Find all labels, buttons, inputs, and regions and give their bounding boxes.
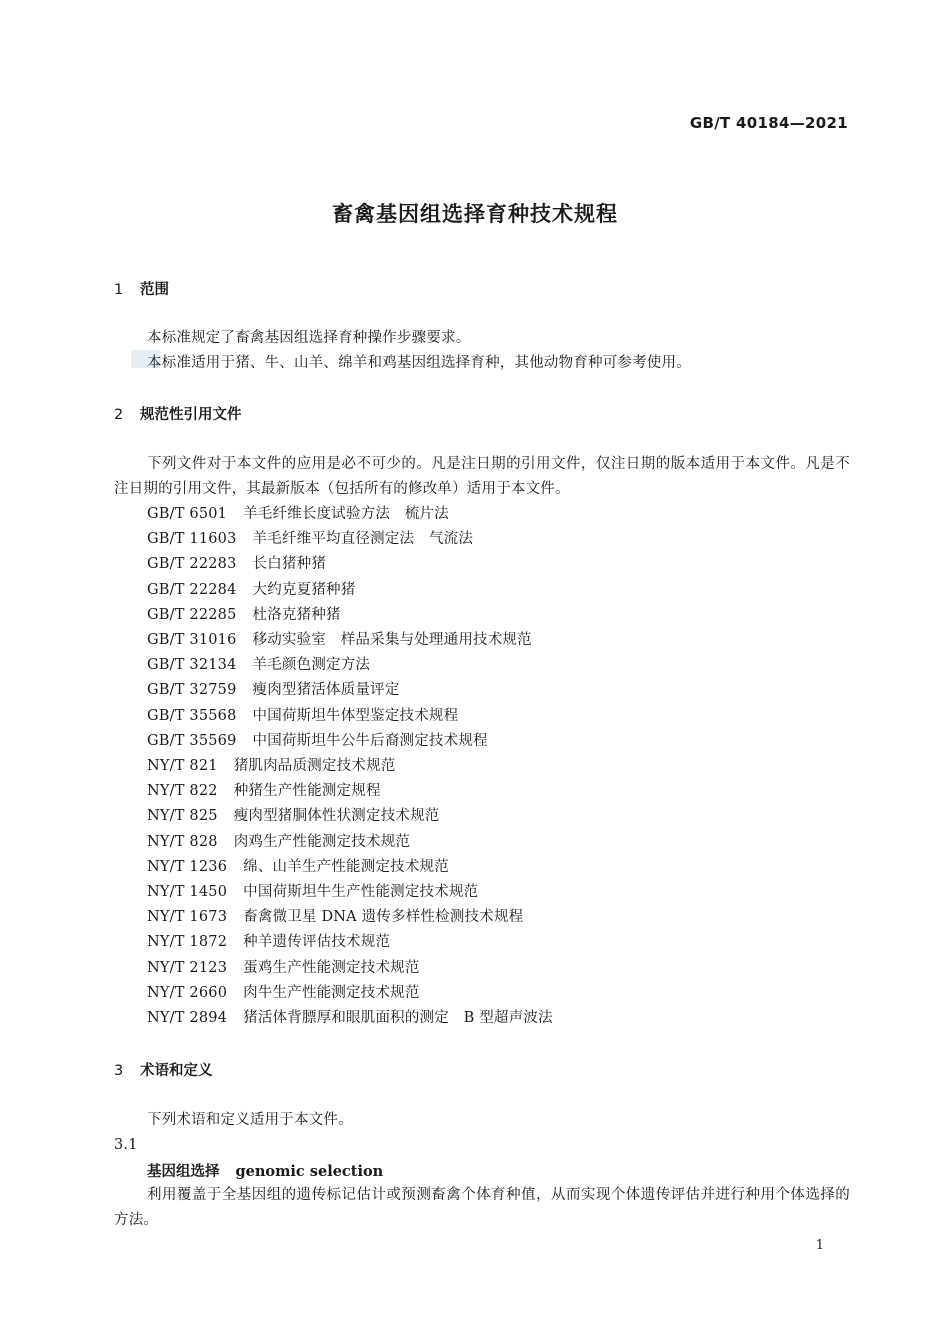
reference-item	[147, 628, 532, 653]
term-definition: 利用覆盖于全基因组的遗传标记估计或预测畜禽个体育种值，从而实现个体遗传评估并进行种用个体选择的方法。	[114, 1187, 850, 1228]
page-number: 1	[815, 1238, 824, 1253]
reference-code: NY/T 2894	[147, 1010, 228, 1026]
section-title: 范围	[140, 282, 169, 298]
reference-title: 猪活体背膘厚和眼肌面积的测定 B 型超声波法	[243, 1010, 553, 1026]
reference-item	[147, 603, 341, 628]
reference-code: GB/T 11603	[147, 531, 237, 548]
reference-item	[147, 880, 478, 905]
reference-code: NY/T 821	[147, 758, 218, 774]
section-number: 1	[114, 282, 124, 298]
reference-title: 大约克夏猪种猪	[252, 581, 356, 598]
reference-code: GB/T 32759	[147, 682, 237, 699]
reference-item	[147, 678, 400, 703]
reference-code: NY/T 828	[147, 833, 218, 850]
reference-item	[147, 578, 355, 603]
reference-code: GB/T 35569	[147, 732, 237, 749]
reference-title: 中国荷斯坦牛生产性能测定技术规范	[243, 884, 479, 900]
reference-title: 畜禽微卫星 DNA 遗传多样性检测技术规程	[243, 909, 524, 926]
standard-code: GB/T 40184—2021	[689, 114, 848, 132]
scope-paragraph-2: 本标准适用于猪、牛、山羊、绵羊和鸡基因组选择育种，其他动物育种可参考使用。	[147, 355, 691, 371]
reference-code: GB/T 32134	[147, 657, 237, 674]
reference-title: 羊毛纤维平均直径测定法 气流法	[252, 531, 474, 548]
reference-title: 绵、山羊生产性能测定技术规范	[243, 858, 449, 875]
reference-item	[147, 653, 370, 678]
term-heading	[147, 1158, 383, 1185]
reference-code: NY/T 822	[147, 783, 218, 800]
term-chinese: 基因组选择	[147, 1164, 220, 1180]
reference-title: 长白猪种猪	[252, 556, 327, 573]
reference-item	[147, 527, 473, 552]
section-number: 2	[114, 407, 124, 423]
reference-title: 猪肌肉品质测定技术规范	[233, 758, 396, 774]
reference-title: 羊毛纤维长度试验方法 梳片法	[243, 506, 449, 522]
reference-item	[147, 830, 410, 855]
reference-code: NY/T 1673	[147, 909, 228, 926]
reference-code: NY/T 1450	[147, 884, 228, 900]
reference-title: 中国荷斯坦牛体型鉴定技术规程	[252, 707, 459, 724]
reference-code: GB/T 35568	[147, 707, 237, 724]
reference-title: 瘦肉型猪活体质量评定	[252, 682, 400, 699]
normative-intro: 下列文件对于本文件的应用是必不可少的。凡是注日期的引用文件，仅注日期的版本适用于本文件。凡是不注日期的引用文件，其最新版本（包括所有的修改单）适用于本文件。	[114, 456, 850, 497]
reference-item	[147, 956, 420, 981]
section-title: 术语和定义	[140, 1063, 213, 1079]
reference-code: GB/T 6501	[147, 506, 228, 522]
reference-item	[147, 779, 381, 804]
term-english: genomic selection	[235, 1163, 384, 1180]
reference-title: 移动实验室 样品采集与处理通用技术规范	[252, 632, 532, 648]
reference-title: 种猪生产性能测定规程	[233, 783, 381, 800]
reference-code: NY/T 1872	[147, 934, 228, 951]
reference-item	[147, 552, 326, 577]
section-heading-terms	[114, 1059, 213, 1080]
section-heading-scope	[114, 278, 169, 299]
reference-code: GB/T 22285	[147, 606, 237, 623]
reference-title: 中国荷斯坦牛公牛后裔测定技术规程	[252, 732, 488, 749]
reference-title: 种羊遗传评估技术规范	[243, 934, 391, 951]
reference-title: 羊毛颜色测定方法	[252, 657, 371, 674]
reference-item	[147, 930, 390, 955]
reference-item	[147, 981, 420, 1006]
reference-item	[147, 855, 449, 880]
scope-paragraph-1: 本标准规定了畜禽基因组选择育种操作步骤要求。	[147, 330, 471, 346]
reference-code: NY/T 1236	[147, 858, 228, 875]
reference-code: GB/T 31016	[147, 632, 237, 648]
reference-title: 蛋鸡生产性能测定技术规范	[243, 959, 420, 976]
reference-item	[147, 905, 523, 930]
reference-item	[147, 502, 449, 527]
reference-code: GB/T 22284	[147, 581, 237, 598]
reference-item	[147, 804, 440, 829]
reference-code: NY/T 2660	[147, 984, 228, 1001]
terms-intro: 下列术语和定义适用于本文件。	[147, 1112, 353, 1128]
document-title: 畜禽基因组选择育种技术规程	[332, 202, 618, 226]
section-number: 3	[114, 1063, 124, 1079]
reference-title: 瘦肉型猪胴体性状测定技术规范	[233, 808, 440, 825]
section-title: 规范性引用文件	[140, 407, 242, 423]
reference-item	[147, 704, 458, 729]
section-heading-normative	[114, 403, 242, 424]
term-number: 3.1	[114, 1137, 138, 1153]
reference-title: 肉牛生产性能测定技术规范	[243, 984, 420, 1001]
reference-title: 肉鸡生产性能测定技术规范	[233, 833, 411, 850]
reference-code: NY/T 2123	[147, 959, 228, 976]
reference-item	[147, 1006, 553, 1031]
reference-item	[147, 729, 488, 754]
reference-title: 杜洛克猪种猪	[252, 606, 341, 623]
reference-code: NY/T 825	[147, 808, 218, 825]
reference-code: GB/T 22283	[147, 556, 237, 573]
reference-item	[147, 754, 395, 779]
